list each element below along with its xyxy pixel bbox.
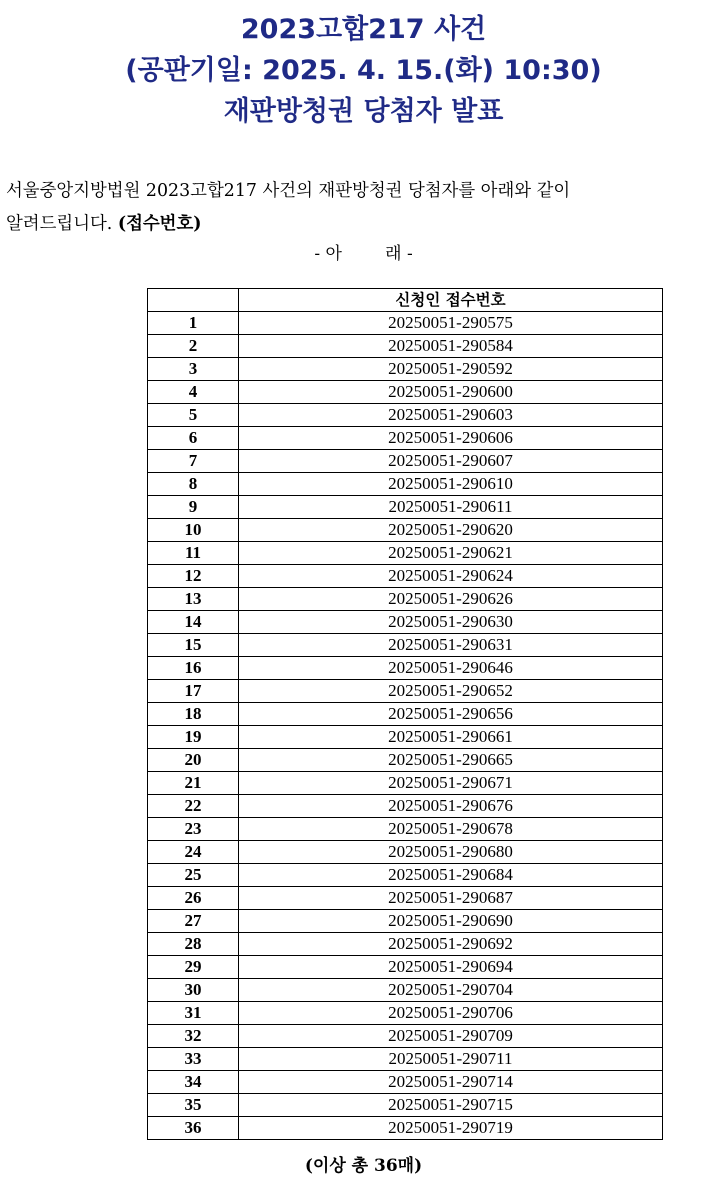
table-row [148, 1117, 663, 1140]
row-number: 25 [148, 864, 239, 887]
receipt-number: 20250051-290607 [239, 450, 663, 473]
table-row [148, 404, 663, 427]
row-number: 23 [148, 818, 239, 841]
intro-paragraph [6, 175, 727, 241]
table-row [148, 1025, 663, 1048]
table-row [148, 565, 663, 588]
total-count: (이상 총 36매) [304, 1156, 423, 1176]
receipt-number: 20250051-290656 [239, 703, 663, 726]
row-number: 1 [148, 312, 239, 335]
table-row [148, 841, 663, 864]
table-row [148, 519, 663, 542]
title-case-number: 2023고합217 사건 [240, 14, 487, 45]
table-row [148, 864, 663, 887]
row-number: 19 [148, 726, 239, 749]
receipt-number: 20250051-290676 [239, 795, 663, 818]
receipt-number: 20250051-290624 [239, 565, 663, 588]
table-row [148, 680, 663, 703]
receipt-number: 20250051-290711 [239, 1048, 663, 1071]
table-row [148, 312, 663, 335]
receipt-number: 20250051-290665 [239, 749, 663, 772]
receipt-number: 20250051-290684 [239, 864, 663, 887]
receipt-number: 20250051-290671 [239, 772, 663, 795]
separator-heading: - 아 래 - [314, 244, 413, 264]
intro-line-2 [6, 208, 727, 241]
page-title [0, 9, 727, 132]
receipt-number: 20250051-290610 [239, 473, 663, 496]
row-number: 29 [148, 956, 239, 979]
table-row [148, 795, 663, 818]
table-row [148, 887, 663, 910]
row-number: 14 [148, 611, 239, 634]
row-number: 18 [148, 703, 239, 726]
header-receipt-number: 신청인 접수번호 [239, 289, 663, 312]
receipt-number: 20250051-290706 [239, 1002, 663, 1025]
winners-table [147, 288, 663, 1140]
receipt-number: 20250051-290692 [239, 933, 663, 956]
receipt-number: 20250051-290719 [239, 1117, 663, 1140]
header-number [148, 289, 239, 312]
row-number: 13 [148, 588, 239, 611]
table-row [148, 496, 663, 519]
receipt-number: 20250051-290603 [239, 404, 663, 427]
table-row [148, 427, 663, 450]
receipt-number: 20250051-290652 [239, 680, 663, 703]
receipt-number: 20250051-290631 [239, 634, 663, 657]
table-row [148, 588, 663, 611]
row-number: 16 [148, 657, 239, 680]
table-row [148, 933, 663, 956]
table-row [148, 772, 663, 795]
title-announcement: 재판방청권 당첨자 발표 [223, 96, 504, 127]
receipt-number: 20250051-290630 [239, 611, 663, 634]
title-hearing-date: (공판기일: 2025. 4. 15.(화) 10:30) [125, 55, 602, 86]
row-number: 33 [148, 1048, 239, 1071]
receipt-number: 20250051-290584 [239, 335, 663, 358]
intro-line-1: 서울중앙지방법원 2023고합217 사건의 재판방청권 당첨자를 아래와 같이 [6, 181, 571, 201]
row-number: 35 [148, 1094, 239, 1117]
row-number: 27 [148, 910, 239, 933]
table-row [148, 979, 663, 1002]
receipt-number: 20250051-290678 [239, 818, 663, 841]
row-number: 12 [148, 565, 239, 588]
intro-line-2-bold: (접수번호) [117, 214, 202, 234]
row-number: 26 [148, 887, 239, 910]
table-row [148, 910, 663, 933]
table-row [148, 450, 663, 473]
row-number: 36 [148, 1117, 239, 1140]
receipt-number: 20250051-290661 [239, 726, 663, 749]
row-number: 10 [148, 519, 239, 542]
receipt-number: 20250051-290620 [239, 519, 663, 542]
receipt-number: 20250051-290646 [239, 657, 663, 680]
receipt-number: 20250051-290690 [239, 910, 663, 933]
table-row [148, 1048, 663, 1071]
table-body [148, 312, 663, 1140]
row-number: 22 [148, 795, 239, 818]
receipt-number: 20250051-290575 [239, 312, 663, 335]
table-row [148, 634, 663, 657]
receipt-number: 20250051-290611 [239, 496, 663, 519]
receipt-number: 20250051-290709 [239, 1025, 663, 1048]
receipt-number: 20250051-290626 [239, 588, 663, 611]
row-number: 21 [148, 772, 239, 795]
table-row [148, 1071, 663, 1094]
table-row [148, 1002, 663, 1025]
table-row [148, 611, 663, 634]
table-row [148, 657, 663, 680]
row-number: 31 [148, 1002, 239, 1025]
row-number: 9 [148, 496, 239, 519]
table-row [148, 726, 663, 749]
receipt-number: 20250051-290694 [239, 956, 663, 979]
row-number: 17 [148, 680, 239, 703]
receipt-number: 20250051-290714 [239, 1071, 663, 1094]
row-number: 32 [148, 1025, 239, 1048]
receipt-number: 20250051-290687 [239, 887, 663, 910]
table-row [148, 542, 663, 565]
intro-line-2-text: 알려드립니다. [6, 214, 118, 234]
receipt-number: 20250051-290704 [239, 979, 663, 1002]
table-row [148, 335, 663, 358]
row-number: 11 [148, 542, 239, 565]
table-row [148, 956, 663, 979]
row-number: 7 [148, 450, 239, 473]
row-number: 3 [148, 358, 239, 381]
row-number: 34 [148, 1071, 239, 1094]
receipt-number: 20250051-290606 [239, 427, 663, 450]
table-row [148, 381, 663, 404]
row-number: 28 [148, 933, 239, 956]
table-header-row [148, 289, 663, 312]
receipt-number: 20250051-290621 [239, 542, 663, 565]
table-row [148, 703, 663, 726]
table-row [148, 818, 663, 841]
table-row [148, 1094, 663, 1117]
row-number: 24 [148, 841, 239, 864]
receipt-number: 20250051-290600 [239, 381, 663, 404]
row-number: 15 [148, 634, 239, 657]
receipt-number: 20250051-290715 [239, 1094, 663, 1117]
row-number: 8 [148, 473, 239, 496]
row-number: 4 [148, 381, 239, 404]
receipt-number: 20250051-290592 [239, 358, 663, 381]
row-number: 30 [148, 979, 239, 1002]
receipt-number: 20250051-290680 [239, 841, 663, 864]
row-number: 20 [148, 749, 239, 772]
table-row [148, 473, 663, 496]
row-number: 6 [148, 427, 239, 450]
table-row [148, 749, 663, 772]
row-number: 5 [148, 404, 239, 427]
row-number: 2 [148, 335, 239, 358]
table-row [148, 358, 663, 381]
